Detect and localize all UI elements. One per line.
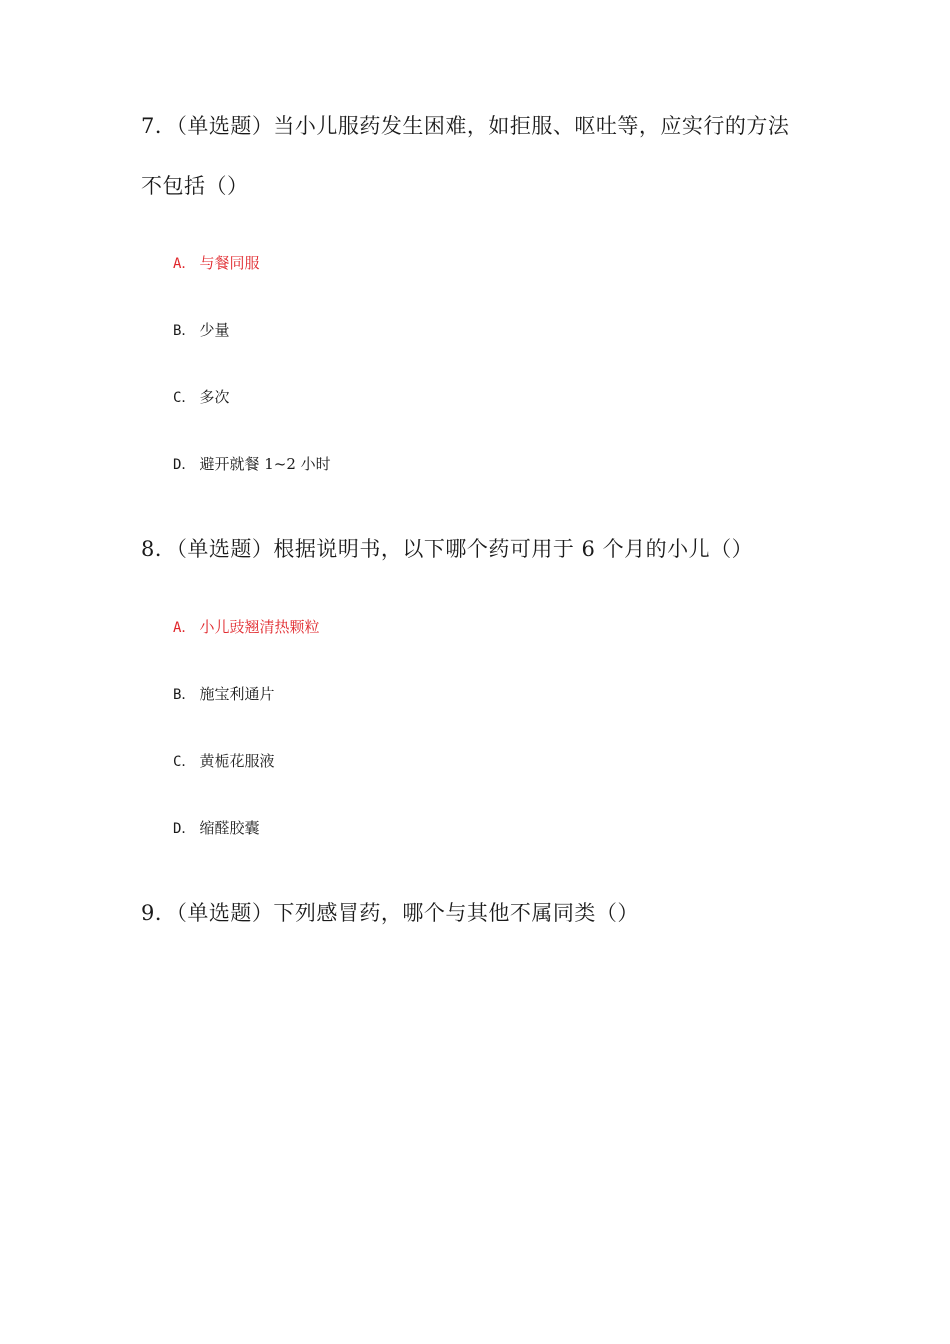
question-7-type: （单选题）: [176, 114, 274, 138]
option-text: 黄栀花服液: [199, 752, 275, 770]
question-7-number: 7: [141, 114, 155, 138]
question-8-stem: 根据说明书，以下哪个药可用于 6 个月的小儿（）: [273, 537, 754, 561]
question-9-stem-line1: [141, 899, 639, 927]
option-text: 避开就餐 1~2 小时: [199, 455, 331, 473]
question-7-option-c: [173, 387, 229, 408]
option-text: 施宝利通片: [199, 685, 275, 703]
question-8-stem-line1: [141, 535, 753, 563]
question-number-separator: ．: [154, 114, 177, 138]
question-8-number: 8: [141, 537, 155, 561]
option-letter: B．: [173, 323, 196, 339]
question-8-option-a: [173, 617, 319, 638]
question-9-number: 9: [141, 901, 155, 925]
option-letter: A．: [173, 256, 196, 272]
question-7-option-b: [173, 320, 229, 341]
option-text: 少量: [199, 321, 230, 339]
option-letter: D．: [173, 457, 196, 473]
option-letter: A．: [173, 620, 196, 636]
question-7-stem: 当小儿服药发生困难，如拒服、呕吐等，应实行的方法: [273, 114, 790, 138]
question-9-stem: 下列感冒药，哪个与其他不属同类（）: [273, 901, 639, 925]
question-7-stem-line2: [141, 172, 249, 200]
question-number-separator: ．: [154, 537, 177, 561]
question-number-separator: ．: [154, 901, 177, 925]
option-text: 小儿豉翘清热颗粒: [199, 618, 320, 636]
option-letter: B．: [173, 687, 196, 703]
option-text: 多次: [199, 388, 230, 406]
option-text: 与餐同服: [199, 254, 260, 272]
question-7-option-d: [173, 454, 331, 475]
question-7-stem-line1: [141, 112, 789, 140]
option-text: 缩醛胶囊: [199, 819, 260, 837]
question-9-type: （单选题）: [176, 901, 274, 925]
question-7-option-a: [173, 253, 259, 274]
question-8-option-d: [173, 818, 259, 839]
option-letter: C．: [173, 390, 196, 406]
option-letter: D．: [173, 821, 196, 837]
option-letter: C．: [173, 754, 196, 770]
question-7-stem-continued: 不包括（）: [141, 174, 249, 198]
question-8-type: （单选题）: [176, 537, 274, 561]
question-8-option-b: [173, 684, 274, 705]
question-8-option-c: [173, 751, 274, 772]
